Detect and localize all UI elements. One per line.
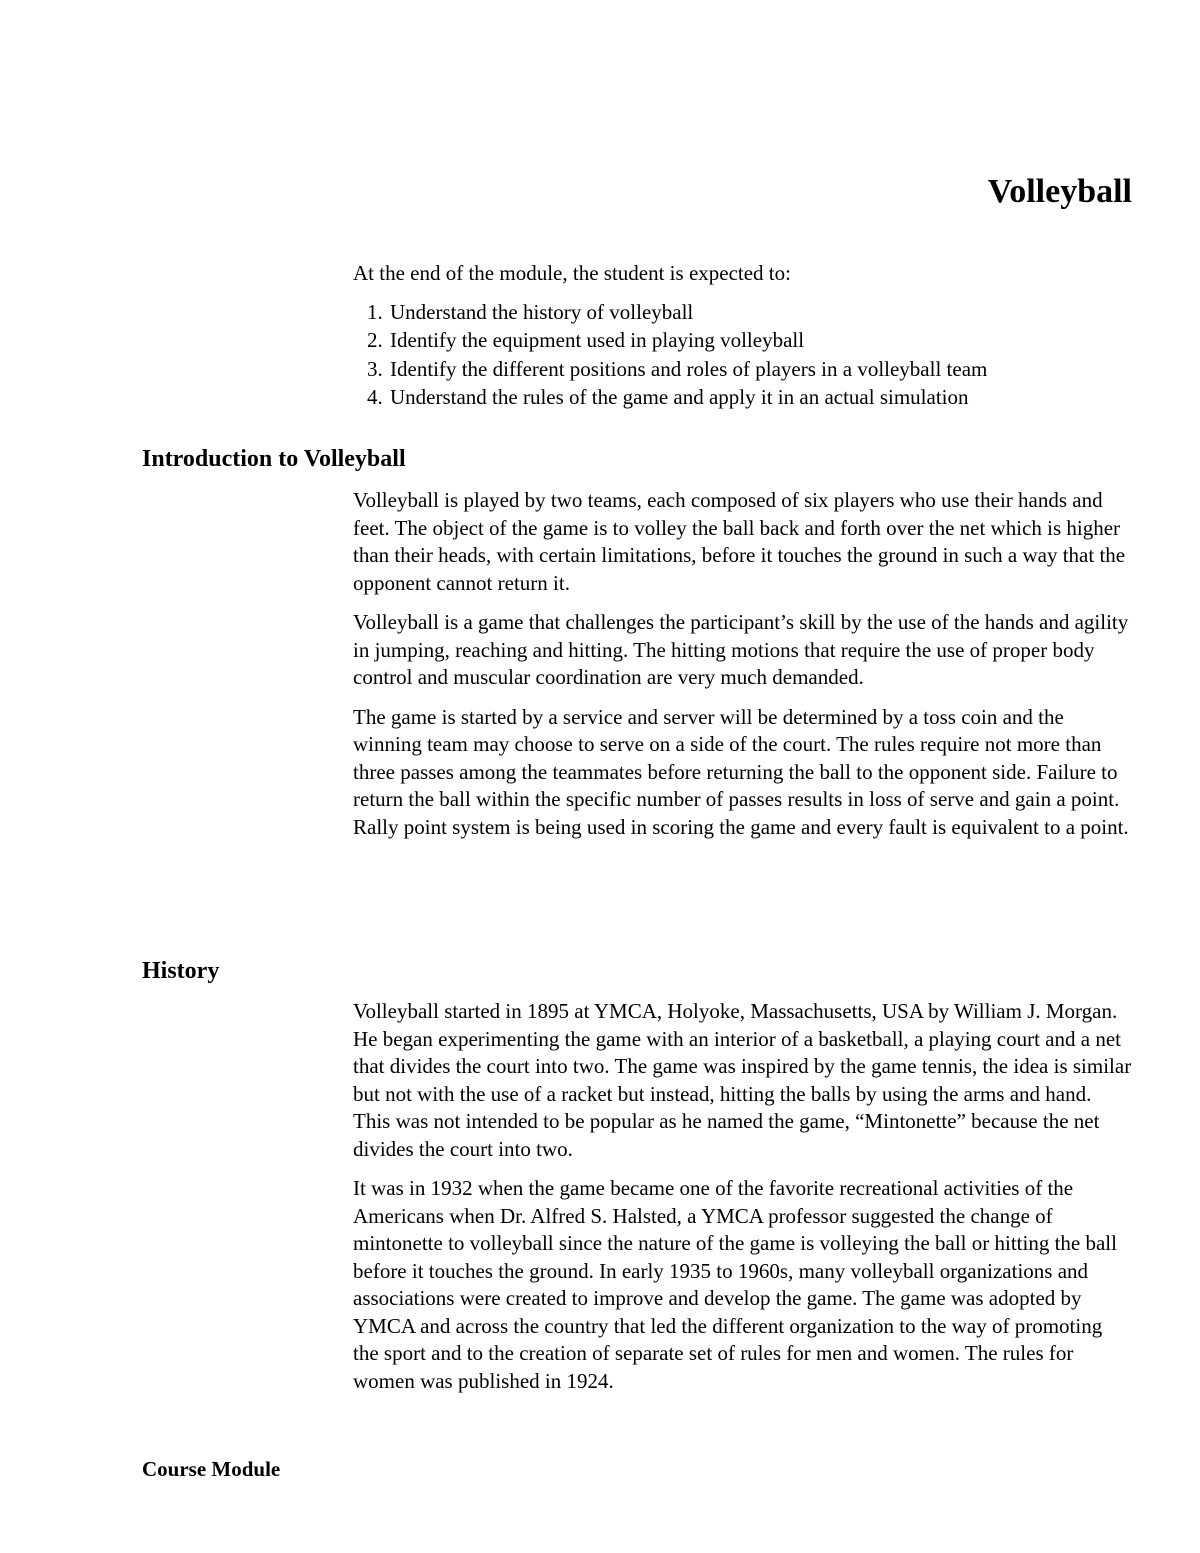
learning-objectives: [353, 259, 1133, 412]
objective-item: 2. Identify the equipment used in playing volleyball: [388, 326, 1133, 355]
objective-item: 4. Understand the rules of the game and apply it in an actual simulation: [388, 383, 1133, 412]
introduction-heading: Introduction to Volleyball: [142, 446, 406, 472]
objectives-list: [353, 298, 1133, 412]
introduction-paragraph: Volleyball is played by two teams, each composed of six players who use their hands and feet. The object of the game is to volley the ball back and forth over the net which is higher than their heads, with certain limitations, before it touches the ground in such a way that the opponent cannot return it.: [353, 488, 1126, 595]
introduction-paragraph: The game is started by a service and server will be determined by a toss coin and the winning team may choose to serve on a side of the court. The rules require not more than three passes among the teammates before returning the ball to the opponent side. Failure to return the ball within the specific number of passes results in loss of serve and gain a point. Rally point system is being used in scoring the game and every fault is equivalent to a point.: [353, 704, 1129, 839]
history-heading: History: [142, 958, 220, 984]
introduction-body: [353, 487, 1133, 853]
course-module-footer: Course Module: [142, 1457, 281, 1481]
objective-item: 3. Identify the different positions and roles of players in a volleyball team: [388, 355, 1133, 384]
objective-item: 1. Understand the history of volleyball: [388, 298, 1133, 327]
history-body: [353, 998, 1133, 1407]
page-title: Volleyball: [987, 173, 1132, 210]
introduction-paragraph: Volleyball is a game that challenges the participant’s skill by the use of the hands and agility in jumping, reaching and hitting. The hitting motions that require the use of proper body control and muscular coordination are very much demanded.: [353, 610, 1129, 689]
objectives-intro: At the end of the module, the student is expected to:: [353, 261, 791, 285]
history-paragraph: Volleyball started in 1895 at YMCA, Holyoke, Massachusetts, USA by William J. Morgan. He began experimenting the game with an interior of a basketball, a playing court and a net that divides the court into two. The game was inspired by the game tennis, the idea is similar but not with the use of a racket but instead, hitting the balls by using the arms and hand. This was not intended to be popular as he named the game, “Mintonette” because the net divides the court into two.: [353, 999, 1132, 1161]
history-paragraph: It was in 1932 when the game became one of the favorite recreational activities of the Americans when Dr. Alfred S. Halsted, a YMCA professor suggested the change of mintonette to volleyball since the nature of the game is volleying the ball or hitting the ball before it touches the ground. In early 1935 to 1960s, many volleyball organizations and associations were created to improve and develop the game. The game was adopted by YMCA and across the country that led the different organization to the way of promoting the sport and to the creation of separate set of rules for men and women. The rules for women was published in 1924.: [353, 1176, 1117, 1393]
